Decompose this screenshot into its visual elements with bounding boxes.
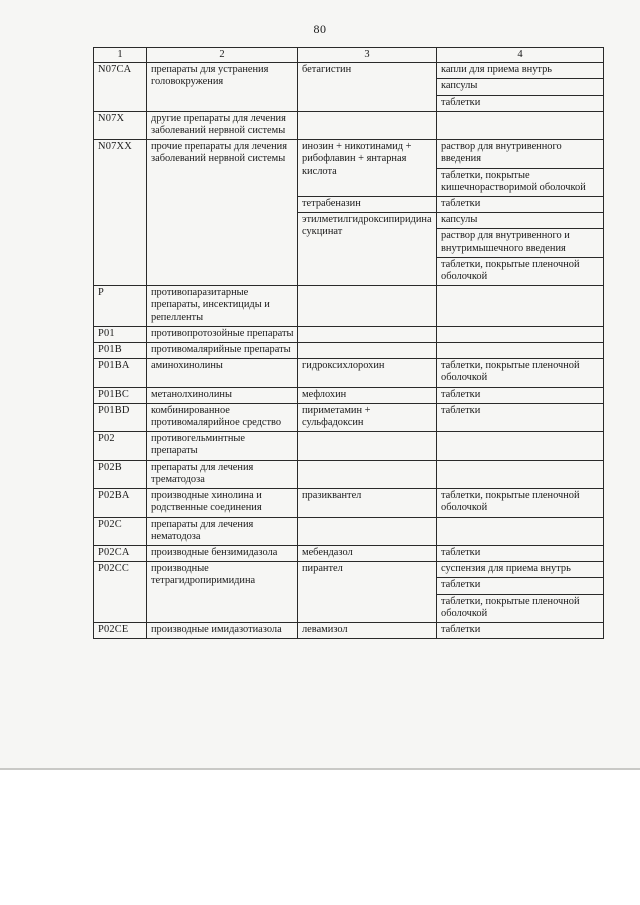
dosage-form-cell: раствор для внутривенного и внутримышечного введения (437, 229, 604, 257)
atc-code-cell: P01 (94, 326, 147, 342)
column-header-3: 3 (298, 48, 437, 63)
group-name-cell: аминохинолины (147, 359, 298, 387)
substance-cell (298, 432, 437, 460)
table-row (94, 387, 604, 403)
atc-code-cell: P01B (94, 343, 147, 359)
table-body (94, 63, 604, 639)
group-name-cell: комбинированное противомалярийное средство (147, 403, 298, 431)
atc-code-cell: P01BA (94, 359, 147, 387)
substance-cell (298, 326, 437, 342)
atc-code-cell: P01BC (94, 387, 147, 403)
table-row (94, 622, 604, 638)
table-row (94, 286, 604, 327)
substance-cell: левамизол (298, 622, 437, 638)
substance-cell (298, 517, 437, 545)
group-name-cell: производные бензимидазола (147, 545, 298, 561)
substance-cell: пириметамин + сульфадоксин (298, 403, 437, 431)
substance-cell (298, 111, 437, 139)
dosage-form-cell: таблетки, покрытые пленочной оболочкой (437, 257, 604, 285)
atc-drug-table (93, 47, 604, 639)
substance-cell: инозин + никотинамид + рибофлавин + янтарная кислота (298, 140, 437, 197)
table-row (94, 359, 604, 387)
dosage-form-cell (437, 432, 604, 460)
group-name-cell: препараты для лечения нематодоза (147, 517, 298, 545)
atc-code-cell: P02CA (94, 545, 147, 561)
substance-cell: этилметилгидроксипиридина сукцинат (298, 213, 437, 286)
table-row (94, 140, 604, 168)
dosage-form-cell: таблетки (437, 95, 604, 111)
dosage-form-cell: таблетки, покрытые пленочной оболочкой (437, 359, 604, 387)
group-name-cell: противопротозойные препараты (147, 326, 298, 342)
dosage-form-cell: капли для приема внутрь (437, 63, 604, 79)
column-header-1: 1 (94, 48, 147, 63)
atc-code-cell: N07CA (94, 63, 147, 112)
table-row (94, 63, 604, 79)
group-name-cell: прочие препараты для лечения заболеваний нервной системы (147, 140, 298, 286)
dosage-form-cell: суспензия для приема внутрь (437, 562, 604, 578)
page-number: 80 (313, 22, 327, 36)
substance-cell (298, 286, 437, 327)
table-row (94, 111, 604, 139)
group-name-cell: противопаразитарные препараты, инсектициды и репелленты (147, 286, 298, 327)
dosage-form-cell: таблетки (437, 545, 604, 561)
dosage-form-cell (437, 460, 604, 488)
table-row (94, 432, 604, 460)
atc-code-cell: P (94, 286, 147, 327)
substance-cell: бетагистин (298, 63, 437, 112)
dosage-form-cell: раствор для внутривенного введения (437, 140, 604, 168)
table-row (94, 403, 604, 431)
dosage-form-cell (437, 343, 604, 359)
group-name-cell: метанолхинолины (147, 387, 298, 403)
dosage-form-cell (437, 326, 604, 342)
dosage-form-cell: таблетки (437, 403, 604, 431)
substance-cell: пирантел (298, 562, 437, 623)
dosage-form-cell (437, 111, 604, 139)
header-row (94, 48, 604, 63)
table-row (94, 460, 604, 488)
dosage-form-cell: таблетки, покрытые пленочной оболочкой (437, 594, 604, 622)
table-row (94, 545, 604, 561)
group-name-cell: препараты для устранения головокружения (147, 63, 298, 112)
group-name-cell: противогельминтные препараты (147, 432, 298, 460)
table-row (94, 489, 604, 517)
atc-code-cell: P01BD (94, 403, 147, 431)
dosage-form-cell: таблетки (437, 622, 604, 638)
dosage-form-cell: таблетки, покрытые пленочной оболочкой (437, 489, 604, 517)
substance-cell (298, 460, 437, 488)
column-header-2: 2 (147, 48, 298, 63)
dosage-form-cell: таблетки (437, 578, 604, 594)
dosage-form-cell: таблетки (437, 197, 604, 213)
atc-code-cell: P02BA (94, 489, 147, 517)
atc-code-cell: P02CC (94, 562, 147, 623)
group-name-cell: противомалярийные препараты (147, 343, 298, 359)
dosage-form-cell: таблетки (437, 387, 604, 403)
atc-code-cell: P02C (94, 517, 147, 545)
atc-code-cell: P02CE (94, 622, 147, 638)
dosage-form-cell: капсулы (437, 79, 604, 95)
substance-cell: мебендазол (298, 545, 437, 561)
table-row (94, 343, 604, 359)
atc-code-cell: P02 (94, 432, 147, 460)
substance-cell (298, 343, 437, 359)
group-name-cell: производные имидазотиазола (147, 622, 298, 638)
table-row (94, 562, 604, 578)
substance-cell: тетрабеназин (298, 197, 437, 213)
column-header-4: 4 (437, 48, 604, 63)
atc-code-cell: N07XX (94, 140, 147, 286)
substance-cell: мефлохин (298, 387, 437, 403)
dosage-form-cell (437, 517, 604, 545)
atc-code-cell: P02B (94, 460, 147, 488)
table-row (94, 326, 604, 342)
group-name-cell: производные тетрагидропиримидина (147, 562, 298, 623)
dosage-form-cell: капсулы (437, 213, 604, 229)
substance-cell: гидроксихлорохин (298, 359, 437, 387)
table-row (94, 517, 604, 545)
dosage-form-cell: таблетки, покрытые кишечнорастворимой оболочкой (437, 168, 604, 196)
dosage-form-cell (437, 286, 604, 327)
substance-cell: празиквантел (298, 489, 437, 517)
group-name-cell: препараты для лечения трематодоза (147, 460, 298, 488)
group-name-cell: другие препараты для лечения заболеваний нервной системы (147, 111, 298, 139)
atc-code-cell: N07X (94, 111, 147, 139)
group-name-cell: производные хинолина и родственные соединения (147, 489, 298, 517)
